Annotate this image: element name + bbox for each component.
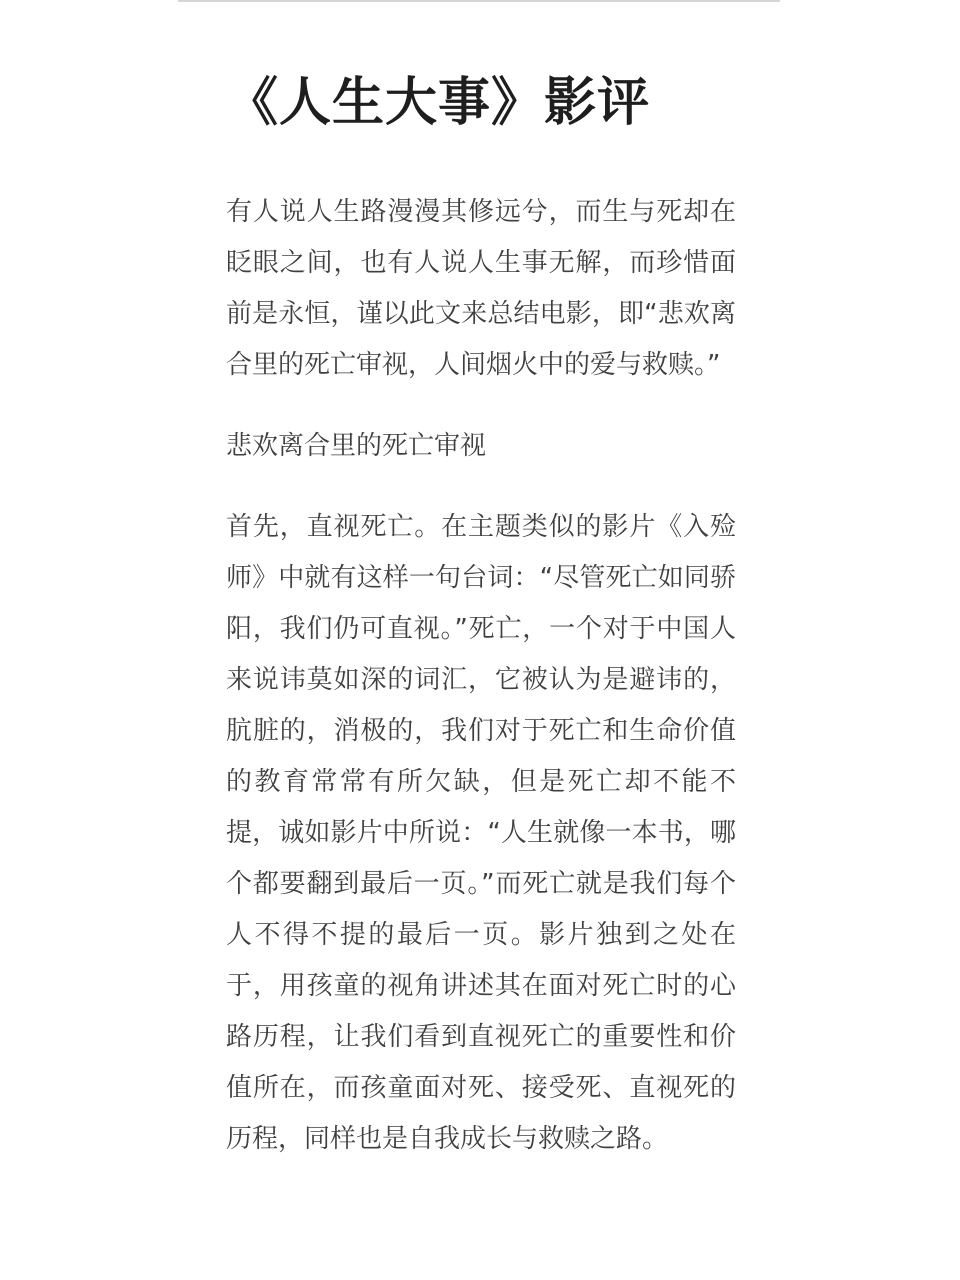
section-heading: 悲欢离合里的死亡审视 — [226, 431, 487, 461]
top-divider — [178, 0, 780, 2]
intro-paragraph: 有人说人生路漫漫其修远兮，而生与死却在眨眼之间，也有人说人生事无解，而珍惜面前是永恒，谨以此文来总结电影，即“悲欢离合里的死亡审视，人间烟火中的爱与救赎。” — [226, 197, 736, 380]
page-title: 《人生大事》影评 — [226, 73, 651, 133]
body-paragraph: 首先，直视死亡。在主题类似的影片《入殓师》中就有这样一句台词：“尽管死亡如同骄阳，我们仍可直视。”死亡，一个对于中国人来说讳莫如深的词汇，它被认为是避讳的，肮脏的，消极的，我们对于死亡和生命价值的教育常常有所欠缺，但是死亡却不能不提，诚如影片中所说：“人生就像一本书，哪个都要翻到最后一页。”而死亡就是我们每个人不得不提的最后一页。影片独到之处在于，用孩童的视角讲述其在面对死亡时的心路历程，让我们看到直视死亡的重要性和价值所在，而孩童面对死、接受死、直视死的历程，同样也是自我成长与救赎之路。 — [226, 512, 736, 1154]
article-body — [226, 187, 736, 1195]
